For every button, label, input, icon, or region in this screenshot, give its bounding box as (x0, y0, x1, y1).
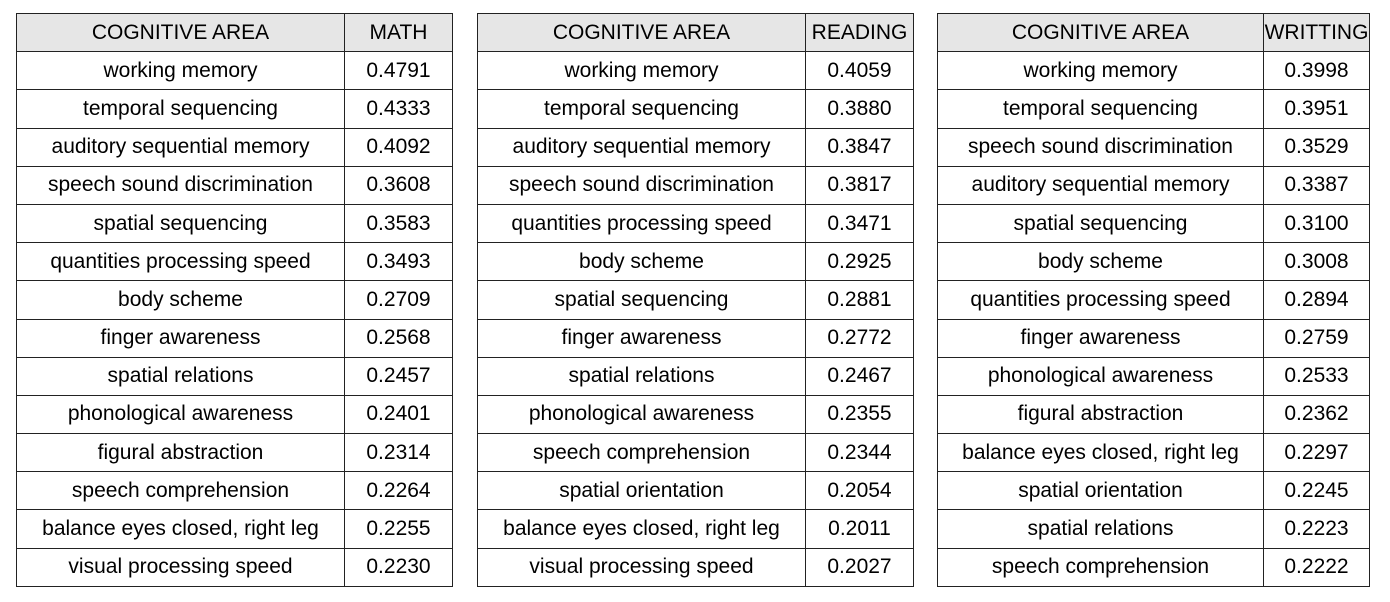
table-row (17, 395, 453, 433)
correlation-value-cell: 0.2027 (806, 548, 914, 586)
correlation-value-cell: 0.2297 (1264, 434, 1370, 472)
table-row (478, 281, 914, 319)
table-header-row (17, 14, 453, 52)
correlation-value-cell: 0.3880 (806, 90, 914, 128)
correlation-value-cell: 0.2314 (345, 434, 453, 472)
correlation-value-cell: 0.4333 (345, 90, 453, 128)
correlation-value-cell: 0.2772 (806, 319, 914, 357)
table-body (478, 52, 914, 587)
table-row (478, 395, 914, 433)
table-row (478, 548, 914, 586)
correlation-value-cell: 0.2054 (806, 472, 914, 510)
cognitive-area-header: COGNITIVE AREA (938, 14, 1264, 52)
cognitive-area-cell: temporal sequencing (938, 90, 1264, 128)
table-row (478, 52, 914, 90)
table-row (17, 319, 453, 357)
table-row (938, 90, 1370, 128)
table-row (17, 128, 453, 166)
table-row (17, 434, 453, 472)
correlation-value-cell: 0.2881 (806, 281, 914, 319)
table-row (938, 243, 1370, 281)
table-row (938, 510, 1370, 548)
table-row (938, 548, 1370, 586)
subject-header: READING (806, 14, 914, 52)
table-row (17, 204, 453, 242)
subject-header: MATH (345, 14, 453, 52)
writting-table (937, 13, 1370, 587)
correlation-value-cell: 0.4059 (806, 52, 914, 90)
cognitive-area-cell: auditory sequential memory (938, 166, 1264, 204)
correlation-value-cell: 0.2894 (1264, 281, 1370, 319)
correlation-value-cell: 0.2362 (1264, 395, 1370, 433)
cognitive-area-cell: body scheme (478, 243, 806, 281)
cognitive-area-cell: auditory sequential memory (17, 128, 345, 166)
table-row (478, 204, 914, 242)
cognitive-area-cell: figural abstraction (938, 395, 1264, 433)
correlation-value-cell: 0.3951 (1264, 90, 1370, 128)
correlation-value-cell: 0.3008 (1264, 243, 1370, 281)
cognitive-area-cell: finger awareness (17, 319, 345, 357)
table-row (938, 395, 1370, 433)
table-body (17, 52, 453, 587)
cognitive-area-header: COGNITIVE AREA (478, 14, 806, 52)
correlation-value-cell: 0.2011 (806, 510, 914, 548)
correlation-value-cell: 0.2457 (345, 357, 453, 395)
correlation-value-cell: 0.2355 (806, 395, 914, 433)
correlation-value-cell: 0.3493 (345, 243, 453, 281)
cognitive-area-cell: speech comprehension (938, 548, 1264, 586)
table-row (938, 434, 1370, 472)
cognitive-area-cell: finger awareness (938, 319, 1264, 357)
correlation-value-cell: 0.3847 (806, 128, 914, 166)
correlation-value-cell: 0.2709 (345, 281, 453, 319)
subject-header: WRITTING (1264, 14, 1370, 52)
table-row (17, 166, 453, 204)
cognitive-area-cell: phonological awareness (17, 395, 345, 433)
correlation-value-cell: 0.3817 (806, 166, 914, 204)
cognitive-area-cell: working memory (938, 52, 1264, 90)
cognitive-area-cell: finger awareness (478, 319, 806, 357)
table-row (478, 166, 914, 204)
table-header-row (478, 14, 914, 52)
cognitive-area-cell: balance eyes closed, right leg (17, 510, 345, 548)
cognitive-area-cell: visual processing speed (17, 548, 345, 586)
cognitive-area-cell: spatial sequencing (478, 281, 806, 319)
table-row (938, 52, 1370, 90)
cognitive-area-cell: phonological awareness (938, 357, 1264, 395)
cognitive-area-cell: balance eyes closed, right leg (938, 434, 1264, 472)
table-row (938, 472, 1370, 510)
cognitive-area-cell: spatial sequencing (938, 204, 1264, 242)
cognitive-area-cell: body scheme (938, 243, 1264, 281)
correlation-value-cell: 0.2344 (806, 434, 914, 472)
correlation-value-cell: 0.4092 (345, 128, 453, 166)
table-body (938, 52, 1370, 587)
table-row (478, 357, 914, 395)
cognitive-area-cell: spatial relations (938, 510, 1264, 548)
table-row (478, 319, 914, 357)
correlation-value-cell: 0.3387 (1264, 166, 1370, 204)
correlation-value-cell: 0.3529 (1264, 128, 1370, 166)
correlation-value-cell: 0.2230 (345, 548, 453, 586)
cognitive-area-cell: body scheme (17, 281, 345, 319)
correlation-value-cell: 0.3583 (345, 204, 453, 242)
cognitive-area-cell: spatial relations (17, 357, 345, 395)
table-row (478, 472, 914, 510)
correlation-value-cell: 0.2759 (1264, 319, 1370, 357)
cognitive-area-cell: speech comprehension (478, 434, 806, 472)
cognitive-area-cell: quantities processing speed (17, 243, 345, 281)
correlation-value-cell: 0.3471 (806, 204, 914, 242)
cognitive-area-cell: auditory sequential memory (478, 128, 806, 166)
table-row (17, 243, 453, 281)
correlation-value-cell: 0.3608 (345, 166, 453, 204)
cognitive-area-cell: figural abstraction (17, 434, 345, 472)
table-row (17, 52, 453, 90)
correlation-value-cell: 0.2245 (1264, 472, 1370, 510)
table-row (478, 434, 914, 472)
table-row (938, 357, 1370, 395)
table-row (17, 357, 453, 395)
cognitive-area-cell: temporal sequencing (17, 90, 345, 128)
cognitive-area-header: COGNITIVE AREA (17, 14, 345, 52)
math-table (16, 13, 453, 587)
correlation-value-cell: 0.3100 (1264, 204, 1370, 242)
cognitive-area-cell: speech sound discrimination (478, 166, 806, 204)
table-row (478, 243, 914, 281)
cognitive-area-cell: spatial orientation (938, 472, 1264, 510)
correlation-value-cell: 0.2264 (345, 472, 453, 510)
table-header-row (938, 14, 1370, 52)
table-row (17, 472, 453, 510)
cognitive-area-cell: spatial sequencing (17, 204, 345, 242)
table-row (17, 90, 453, 128)
cognitive-area-cell: speech sound discrimination (17, 166, 345, 204)
table-row (938, 128, 1370, 166)
table-row (17, 281, 453, 319)
correlation-value-cell: 0.2533 (1264, 357, 1370, 395)
cognitive-area-cell: quantities processing speed (938, 281, 1264, 319)
table-row (938, 204, 1370, 242)
correlation-value-cell: 0.2568 (345, 319, 453, 357)
correlation-value-cell: 0.3998 (1264, 52, 1370, 90)
table-row (938, 281, 1370, 319)
cognitive-area-cell: speech sound discrimination (938, 128, 1264, 166)
correlation-value-cell: 0.2401 (345, 395, 453, 433)
correlation-value-cell: 0.2223 (1264, 510, 1370, 548)
table-row (938, 166, 1370, 204)
correlation-value-cell: 0.2467 (806, 357, 914, 395)
table-row (938, 319, 1370, 357)
cognitive-area-cell: quantities processing speed (478, 204, 806, 242)
table-row (478, 128, 914, 166)
reading-table (477, 13, 914, 587)
correlation-value-cell: 0.2255 (345, 510, 453, 548)
correlation-value-cell: 0.2925 (806, 243, 914, 281)
cognitive-area-cell: phonological awareness (478, 395, 806, 433)
cognitive-area-cell: spatial relations (478, 357, 806, 395)
correlation-value-cell: 0.4791 (345, 52, 453, 90)
table-row (478, 90, 914, 128)
cognitive-area-cell: balance eyes closed, right leg (478, 510, 806, 548)
table-row (17, 548, 453, 586)
cognitive-area-cell: spatial orientation (478, 472, 806, 510)
table-row (17, 510, 453, 548)
table-row (478, 510, 914, 548)
cognitive-area-cell: working memory (17, 52, 345, 90)
cognitive-area-cell: working memory (478, 52, 806, 90)
cognitive-area-cell: temporal sequencing (478, 90, 806, 128)
correlation-value-cell: 0.2222 (1264, 548, 1370, 586)
cognitive-area-cell: visual processing speed (478, 548, 806, 586)
cognitive-area-cell: speech comprehension (17, 472, 345, 510)
